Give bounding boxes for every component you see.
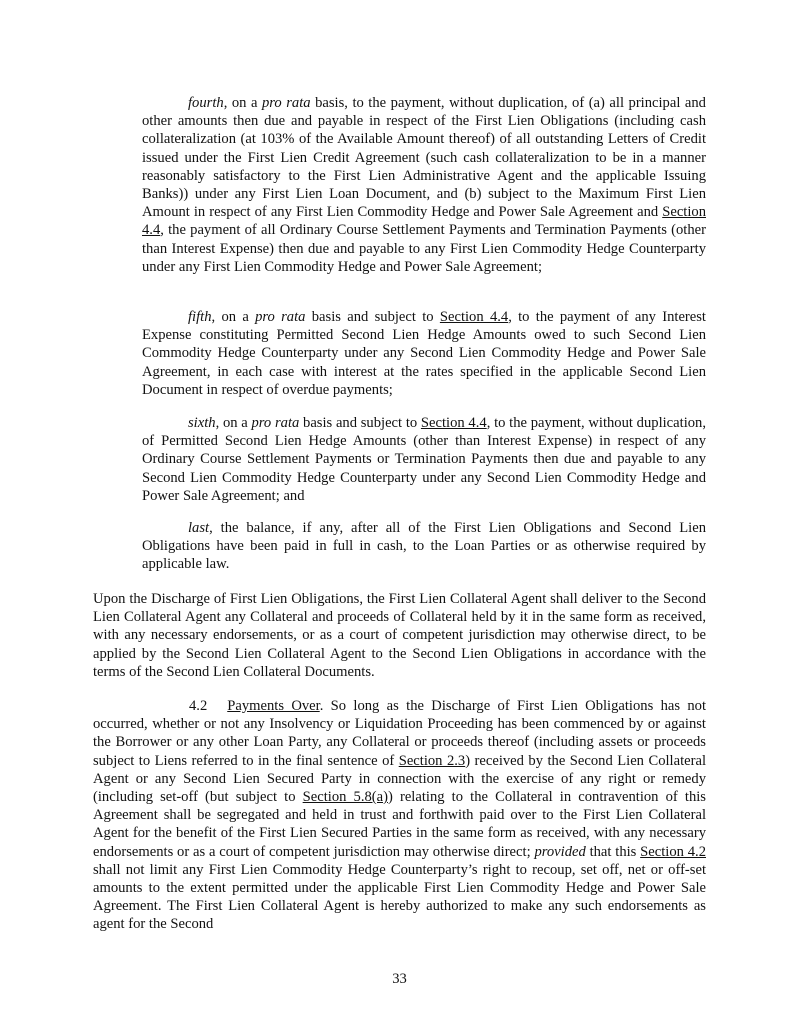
section-heading: Payments Over — [227, 698, 320, 714]
paragraph-sixth: sixth, on a pro rata basis and subject to Section 4.4, to the payment, without duplication, of Permitted Second Lien Hedge Amounts (other than Interest Expense) in respect of any Ordinary Course Settlement Payments or Termination Payments then due and payable to any Second Lien Commodity Hedge Counterparty under any Second Lien Commodity Hedge and Power Sale Agreement; and — [142, 415, 706, 504]
section-reference: Section 4.4 — [142, 204, 706, 239]
term-fifth: fifth — [188, 309, 212, 325]
term-last: last — [188, 520, 210, 536]
section-reference: Section 2.3 — [398, 752, 466, 769]
section-number: 4.2 — [189, 698, 208, 714]
paragraph-discharge: Upon the Discharge of First Lien Obligations, the First Lien Collateral Agent shall deliver to the Second Lien Collateral Agent any Collateral and proceeds of Collateral held by it in the same form as received, with any necessary endorsements, or as a court of competent jurisdiction may otherwise direct, to be applied by the Second Lien Collateral Agent to the Second Lien Obligations in accordance with the terms of the Second Lien Collateral Documents. — [93, 591, 706, 680]
section-reference: Section 4.4 — [439, 309, 509, 325]
section-4-2: 4.2 Payments Over. So long as the Discharge of First Lien Obligations has not occurred, whether or not any Insolvency or Liquidation Proceeding has been commenced by or against the Borrower or any other Loan Party, any Collateral or proceeds thereof (including assets or proceeds subject to Liens referred to in the final sentence of Section 2.3) received by the Second Lien Collateral Agent or any Second Lien Secured Party in connection with the exercise of any right or remedy (including set-off (but subject to Section 5.8(a)) relating to the Collateral in contravention of this Agreement shall be segregated and held in trust and forthwith paid over to the First Lien Collateral Agent for the benefit of the First Lien Secured Parties in the same form as received, with any necessary endorsements or as a court of competent jurisdiction may otherwise direct; provided that this Section 4.2 shall not limit any First Lien Commodity Hedge Counterparty’s right to recoup, set off, net or off-set amounts to the extent permitted under the applicable First Lien Commodity Hedge and Power Sale Agreement. The First Lien Collateral Agent is hereby authorized to make any such endorsements as agent for the Second — [93, 698, 706, 933]
section-reference: Section 4.4 — [420, 415, 487, 431]
paragraph-fifth: fifth, on a pro rata basis and subject to Section 4.4, to the payment of any Interest Expense constituting Permitted Second Lien Hedge Amounts owed to such Second Lien Commodity Hedge Counterparty under any Second Lien Commodity Hedge and Power Sale Agreement, in each case with interest at the rates specified in the applicable Second Lien Document in respect of overdue payments; — [142, 309, 706, 398]
term-fourth: fourth — [188, 95, 224, 111]
term-sixth: sixth — [188, 415, 216, 431]
section-reference: Section 4.2 — [640, 843, 706, 860]
paragraph-fourth: fourth, on a pro rata basis, to the payment, without duplication, of (a) all principal and other amounts then due and payable in respect of the First Lien Obligations (including cash collateralization (at 103% of the Available Amount thereof) of all outstanding Letters of Credit issued under the First Lien Credit Agreement (such cash collateralization to be in a manner reasonably satisfactory to the First Lien Administrative Agent and the applicable Issuing Banks)) under any First Lien Loan Document, and (b) subject to the Maximum First Lien Amount in respect of any First Lien Commodity Hedge and Power Sale Agreement and Section 4.4, the payment of all Ordinary Course Settlement Payments and Termination Payments (other than Interest Expense) then due and payable to any First Lien Commodity Hedge Counterparty under any First Lien Commodity Hedge and Power Sale Agreement; — [142, 95, 706, 275]
term-provided: provided — [534, 843, 586, 860]
section-reference: Section 5.8(a) — [302, 789, 388, 806]
paragraph-last: last, the balance, if any, after all of the First Lien Obligations and Second Lien Obligations have been paid in full in cash, to the Loan Parties or as otherwise required by applicable law. — [142, 520, 706, 573]
page-number: 33 — [392, 971, 407, 987]
